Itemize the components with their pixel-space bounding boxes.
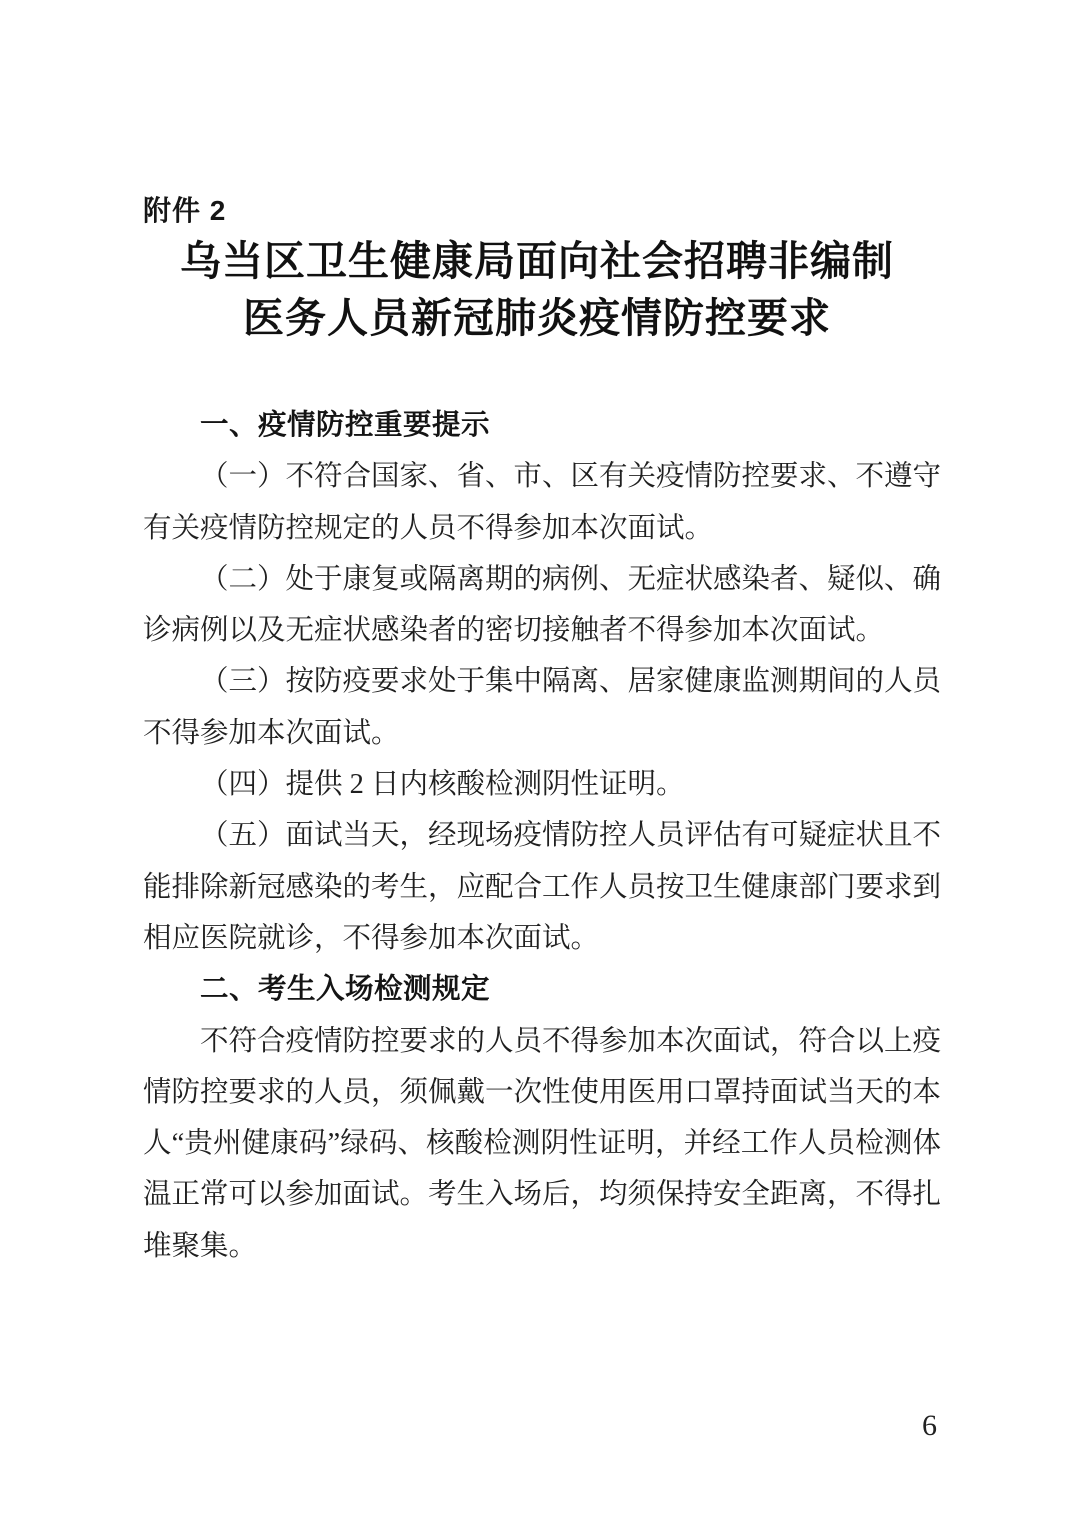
attachment-label: 附件 2 xyxy=(143,195,227,226)
body-paragraph: （五）面试当天，经现场疫情防控人员评估有可疑症状且不能排除新冠感染的考生，应配合工作人员按卫生健康部门要求到相应医院就诊，不得参加本次面试。 xyxy=(143,820,942,954)
section-heading: 一、疫情防控重要提示 xyxy=(200,409,491,441)
body-paragraph: （二）处于康复或隔离期的病例、无症状感染者、疑似、确诊病例以及无症状感染者的密切接触者不得参加本次面试。 xyxy=(143,563,942,647)
document-title-line-2: 医务人员新冠肺炎疫情防控要求 xyxy=(243,295,831,341)
body-paragraph: （四）提供 2 日内核酸检测阴性证明。 xyxy=(200,769,685,801)
page-number: 6 xyxy=(922,1409,937,1442)
document-title xyxy=(0,233,1074,347)
body-paragraph: （一）不符合国家、省、市、区有关疫情防控要求、不遵守有关疫情防控规定的人员不得参加本次面试。 xyxy=(143,461,942,544)
section-heading: 二、考生入场检测规定 xyxy=(200,973,491,1006)
document-body xyxy=(143,400,941,1272)
body-paragraph: （三）按防疫要求处于集中隔离、居家健康监测期间的人员不得参加本次面试。 xyxy=(143,666,942,749)
document-title-line-1: 乌当区卫生健康局面向社会招聘非编制 xyxy=(180,238,894,284)
body-paragraph: 不符合疫情防控要求的人员不得参加本次面试，符合以上疫情防控要求的人员，须佩戴一次性使用医用口罩持面试当天的本人“贵州健康码”绿码、核酸检测阴性证明，并经工作人员检测体温正常可以参加面试。考生入场后，均须保持安全距离，不得扎堆聚集。 xyxy=(143,1025,942,1262)
